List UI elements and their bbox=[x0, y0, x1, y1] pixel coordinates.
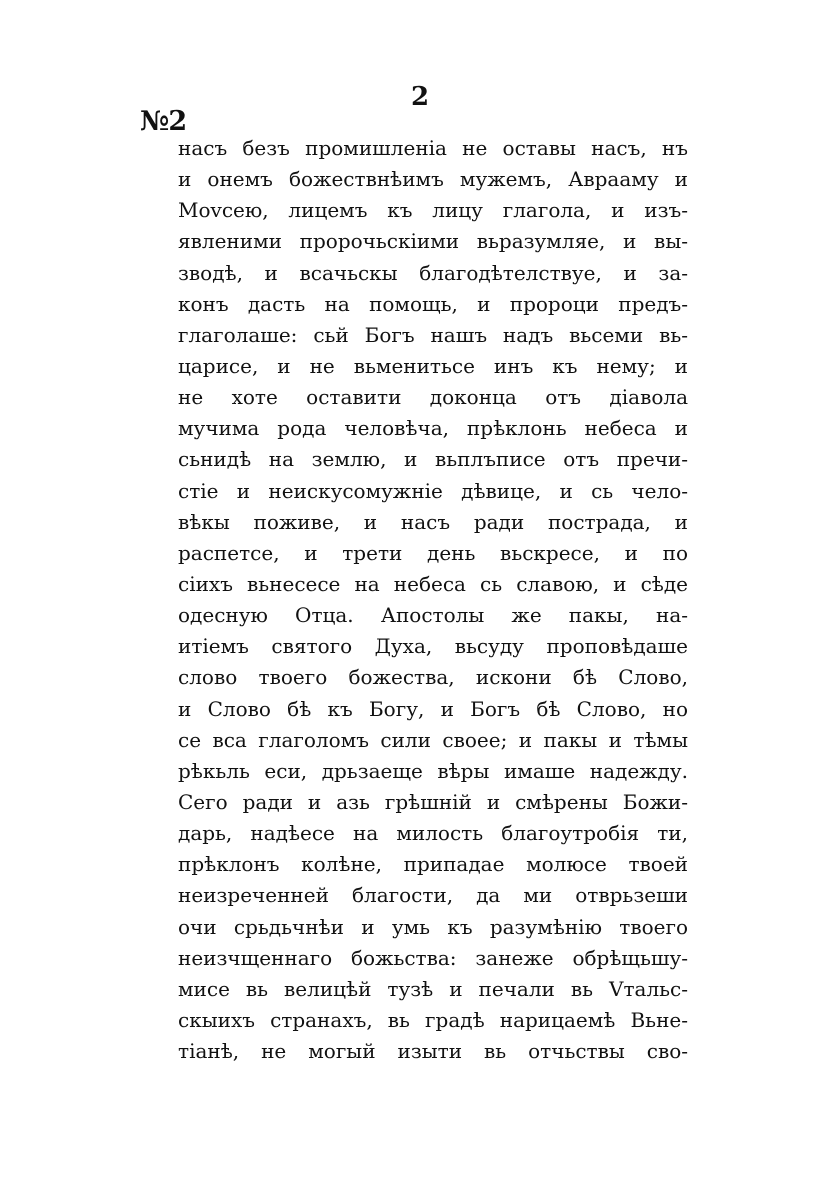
text-line: распетсе, и трети день вьскресе, и по bbox=[178, 540, 688, 565]
text-line: сьнидѣ на землю, и вьплъписе отъ пречи- bbox=[178, 447, 688, 472]
text-line: и онемъ божествнѣимъ мужемъ, Аврааму и bbox=[178, 167, 688, 192]
body-text bbox=[178, 133, 688, 1067]
text-line: скыихъ странахъ, вь градѣ нарицаемѣ Вьне- bbox=[178, 1007, 688, 1032]
text-line: неизреченней благости, да ми отврьзеши bbox=[178, 883, 688, 908]
text-line: рѣкьль еси, дрьзаеще вѣры имаше надежду. bbox=[178, 758, 688, 783]
text-line: и Слово бѣ къ Богу, и Богъ бѣ Слово, но bbox=[178, 696, 688, 721]
text-line: прѣклонъ колѣне, припадае молюсе твоей bbox=[178, 852, 688, 877]
text-line: сіихъ вьнесесе на небеса сь славою, и сѣде bbox=[178, 571, 688, 596]
text-line: конъ дасть на помощь, и пророци предъ- bbox=[178, 291, 688, 316]
text-line: мисе вь велицѣй тузѣ и печали вь Vтальс- bbox=[178, 976, 688, 1001]
signature-mark: №2 bbox=[140, 106, 187, 137]
text-line: Сего ради и азь грѣшній и смѣрены Божи- bbox=[178, 789, 688, 814]
text-line: одесную Отца. Апостолы же пакы, на- bbox=[178, 603, 688, 628]
text-line: неизчщеннаго божьства: занеже обрѣщьшу- bbox=[178, 945, 688, 970]
text-line: вѣкы поживе, и насъ ради пострада, и bbox=[178, 509, 688, 534]
text-line: насъ безъ промишленіа не оставы насъ, нъ bbox=[178, 136, 688, 160]
text-line: зводѣ, и всачьскы благодѣтелствуе, и за- bbox=[178, 260, 688, 285]
text-line: дарь, надѣесе на милость благоутробія ти, bbox=[178, 821, 688, 846]
text-line: стіе и неискусомужніе дѣвице, и сь чело- bbox=[178, 478, 688, 503]
text-line: явленими пророчьскіими вьразумляе, и вы- bbox=[178, 229, 688, 254]
text-line: мучима рода человѣча, прѣклонь небеса и bbox=[178, 416, 688, 441]
text-line: очи срьдьчнѣи и умь къ разумѣнію твоего bbox=[178, 914, 688, 939]
text-line: глаголаше: сьй Богъ нашъ надъ вьсеми вь- bbox=[178, 322, 688, 347]
text-line: итіемъ святого Духа, вьсуду проповѣдаше bbox=[178, 634, 688, 659]
text-line: се вса глаголомъ сили своее; и пакы и тѣмы bbox=[178, 727, 688, 752]
text-line: не хоте оставити доконца отъ діавола bbox=[178, 385, 688, 410]
text-line: слово твоего божества, искони бѣ Слово, bbox=[178, 665, 688, 690]
text-line: тіанѣ, не могый изыти вь отчьствы сво- bbox=[178, 1039, 688, 1064]
text-line: Моvсею, лицемъ къ лицу глагола, и изъ- bbox=[178, 198, 688, 223]
text-line: царисе, и не вьменитьсе инъ къ нему; и bbox=[178, 353, 688, 378]
page-number: 2 bbox=[410, 82, 430, 112]
